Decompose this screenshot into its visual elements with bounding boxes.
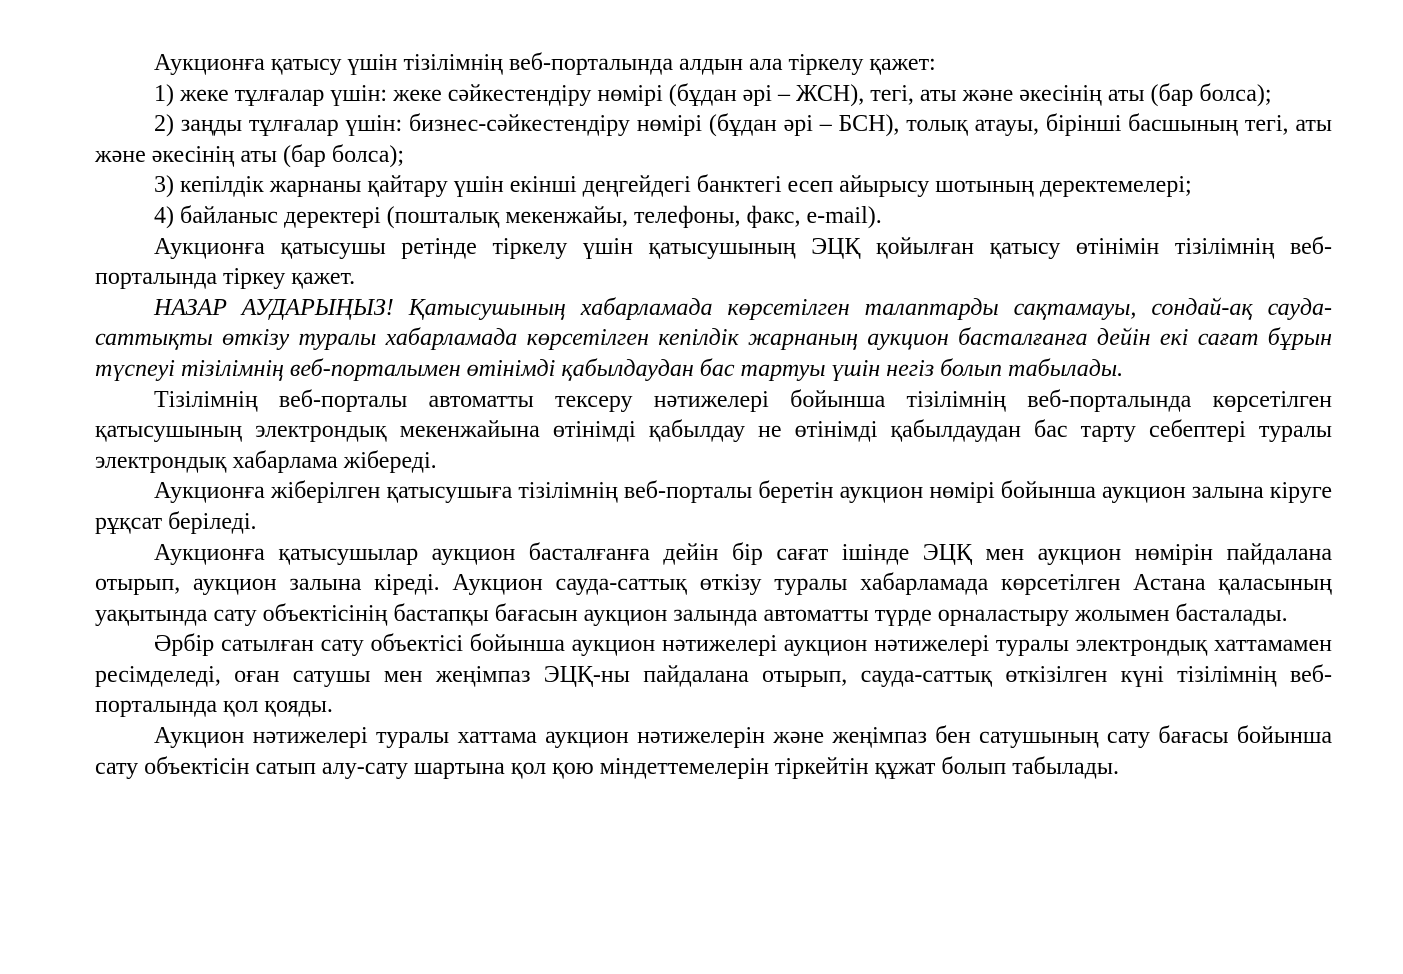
paragraph-auction-results: Әрбір сатылған сату объектісі бойынша аукцион нәтижелері аукцион нәтижелері туралы электрондық хаттамамен ресімделеді, оған сатушы мен жеңімпаз ЭЦҚ-ны пайдалана отырып, сауда-саттық өткізілген күні тізілімнің веб-порталында қол қояды. bbox=[95, 631, 1332, 719]
paragraph-results-protocol: Аукцион нәтижелері туралы хаттама аукцион нәтижелерін және жеңімпаз бен сатушының сату бағасы бойынша сату объектісін сатып алу-сату шартына қол қою міндеттемелерін тіркейтін құжат болып табылады. bbox=[95, 723, 1332, 780]
paragraph-auction-start: Аукционға қатысушылар аукцион басталғанға дейін бір сағат ішінде ЭЦҚ мен аукцион нөмірін пайдалана отырып, аукцион залына кіреді. Аукцион сауда-саттық өткізу туралы хабарламада көрсетілген Астана қаласының уақытында сату объектісінің бастапқы бағасын аукцион залында автоматты түрде орналастыру жолымен басталады. bbox=[95, 539, 1332, 627]
paragraph-item-2: 2) заңды тұлғалар үшін: бизнес-сәйкестендіру нөмірі (бұдан әрі – БСН), толық атауы, бірінші басшының тегі, аты және әкесінің аты (бар болса); bbox=[95, 111, 1332, 168]
document-page bbox=[95, 48, 1332, 782]
paragraph-attention-notice: НАЗАР АУДАРЫҢЫЗ! Қатысушының хабарламада көрсетілген талаптарды сақтамауы, сондай-ақ сауда-саттықты өткізу туралы хабарламада көрсетілген кепілдік жарнаның аукцион басталғанға дейін екі сағат бұрын түспеуі тізілімнің веб-порталымен өтінімді қабылдаудан бас тартуы үшін негіз болып табылады. bbox=[95, 294, 1332, 382]
paragraph-item-4: 4) байланыс деректері (пошталық мекенжайы, телефоны, факс, e-mail). bbox=[154, 202, 882, 229]
paragraph-auto-check: Тізілімнің веб-порталы автоматты тексеру нәтижелері бойынша тізілімнің веб-порталында көрсетілген қатысушының электрондық мекенжайына өтінімді қабылдау не өтінімді қабылдаудан бас тарту себептері туралы электрондық хабарлама жібереді. bbox=[95, 386, 1332, 474]
paragraph-item-1: 1) жеке тұлғалар үшін: жеке сәйкестендіру нөмірі (бұдан әрі – ЖСН), тегі, аты және әкесінің аты (бар болса); bbox=[154, 80, 1272, 107]
paragraph-hall-access: Аукционға жіберілген қатысушыға тізілімнің веб-порталы беретін аукцион нөмірі бойынша аукцион залына кіруге рұқсат беріледі. bbox=[95, 478, 1332, 535]
paragraph-item-3: 3) кепілдік жарнаны қайтару үшін екінші деңгейдегі банктегі есеп айырысу шотының деректемелері; bbox=[154, 172, 1192, 199]
paragraph-intro: Аукционға қатысу үшін тізілімнің веб-порталында алдын ала тіркелу қажет: bbox=[154, 50, 936, 76]
paragraph-registration: Аукционға қатысушы ретінде тіркелу үшін қатысушының ЭЦҚ қойылған қатысу өтінімін тізілімнің веб-порталында тіркеу қажет. bbox=[95, 233, 1332, 291]
